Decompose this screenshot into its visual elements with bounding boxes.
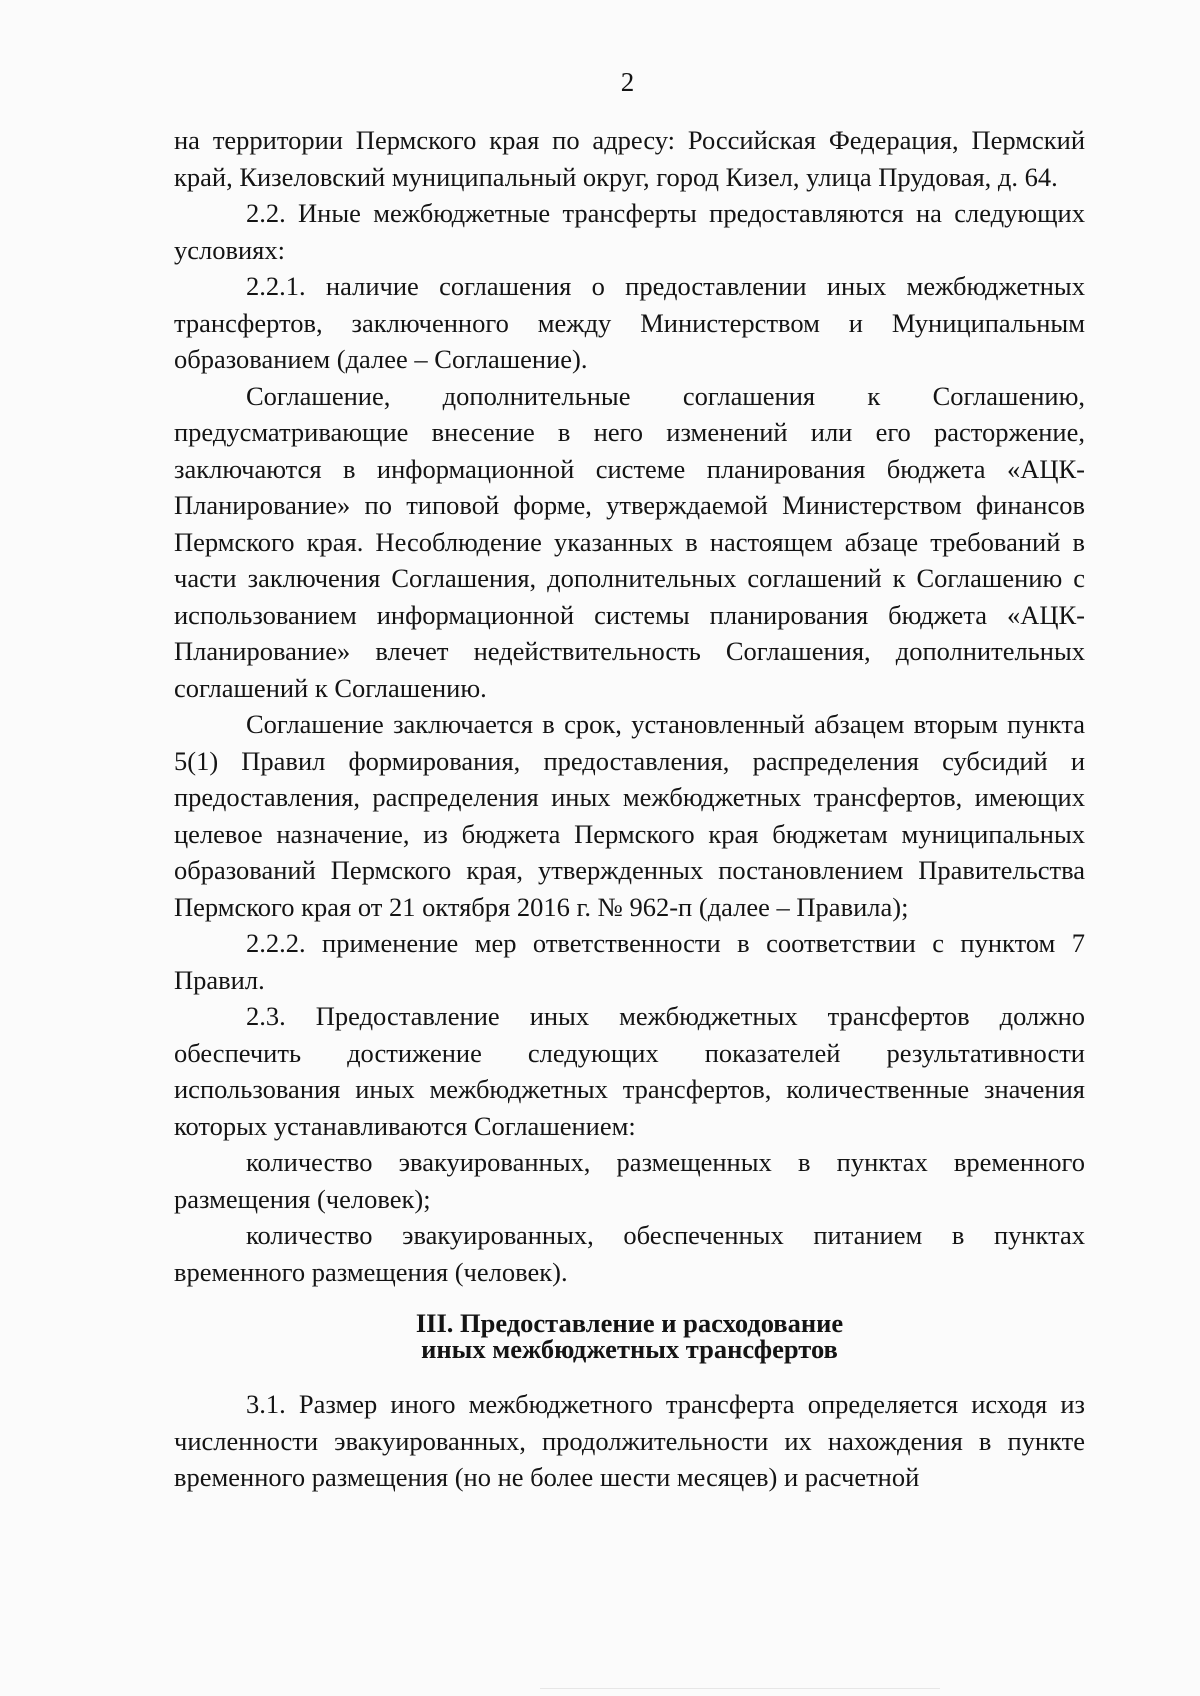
paragraph-2-2-2: 2.2.2. применение мер ответственности в соответствии с пунктом 7 Правил. [174, 928, 1085, 995]
paragraph-indicator-placed: количество эвакуированных, размещенных в пунктах временного размещения (человек); [174, 1147, 1085, 1214]
paragraph-2-3: 2.3. Предоставление иных межбюджетных трансфертов должно обеспечить достижение следующих показателей результативности использования иных межбюджетных трансфертов, количественные значения которых устанавливаются Соглашением: [174, 1001, 1085, 1141]
paragraph-agreement-term: Соглашение заключается в срок, установленный абзацем вторым пункта 5(1) Правил формирования, предоставления, распределения субсидий и предоставления, распределения иных межбюджетных трансфертов, имеющих целевое назначение, из бюджета Пермского края бюджетам муниципальных образований Пермского края, утвержденных постановлением Правительства Пермского края от 21 октября 2016 г. № 962-п (далее – Правила); [174, 709, 1085, 922]
paragraph-address-continuation: на территории Пермского края по адресу: Российская Федерация, Пермский край, Кизеловский муниципальный округ, город Кизел, улица Прудовая, д. 64. [174, 125, 1085, 192]
page-number: 2 [620, 67, 635, 97]
paragraph-2-2: 2.2. Иные межбюджетные трансферты предоставляются на следующих условиях: [174, 198, 1085, 265]
section-heading-line1: III. Предоставление и расходование [415, 1308, 844, 1338]
paragraph-indicator-fed: количество эвакуированных, обеспеченных питанием в пунктах временного размещения (человек). [174, 1220, 1085, 1287]
paragraph-agreement-system: Соглашение, дополнительные соглашения к Соглашению, предусматривающие внесение в него изменений или его расторжение, заключаются в информационной системе планирования бюджета «АЦК-Планирование» по типовой форме, утверждаемой Министерством финансов Пермского края. Несоблюдение указанных в настоящем абзаце требований в части заключения Соглашения, дополнительных соглашений к Соглашению с использованием информационной системы планирования бюджета «АЦК-Планирование» влечет недействительность Соглашения, дополнительных соглашений к Соглашению. [174, 380, 1085, 703]
paragraph-2-2-1: 2.2.1. наличие соглашения о предоставлении иных межбюджетных трансфертов, заключенного между Министерством и Муниципальным образованием (далее – Соглашение). [174, 271, 1085, 374]
paragraph-3-1: 3.1. Размер иного межбюджетного трансферта определяется исходя из численности эвакуированных, продолжительности их нахождения в пункте временного размещения (но не более шести месяцев) и расчетной [174, 1389, 1085, 1492]
section-heading-line2: иных межбюджетных трансфертов [421, 1334, 838, 1364]
section-heading [174, 1310, 1085, 1362]
scan-edge-line [540, 1688, 940, 1689]
document-body [174, 122, 1085, 1496]
